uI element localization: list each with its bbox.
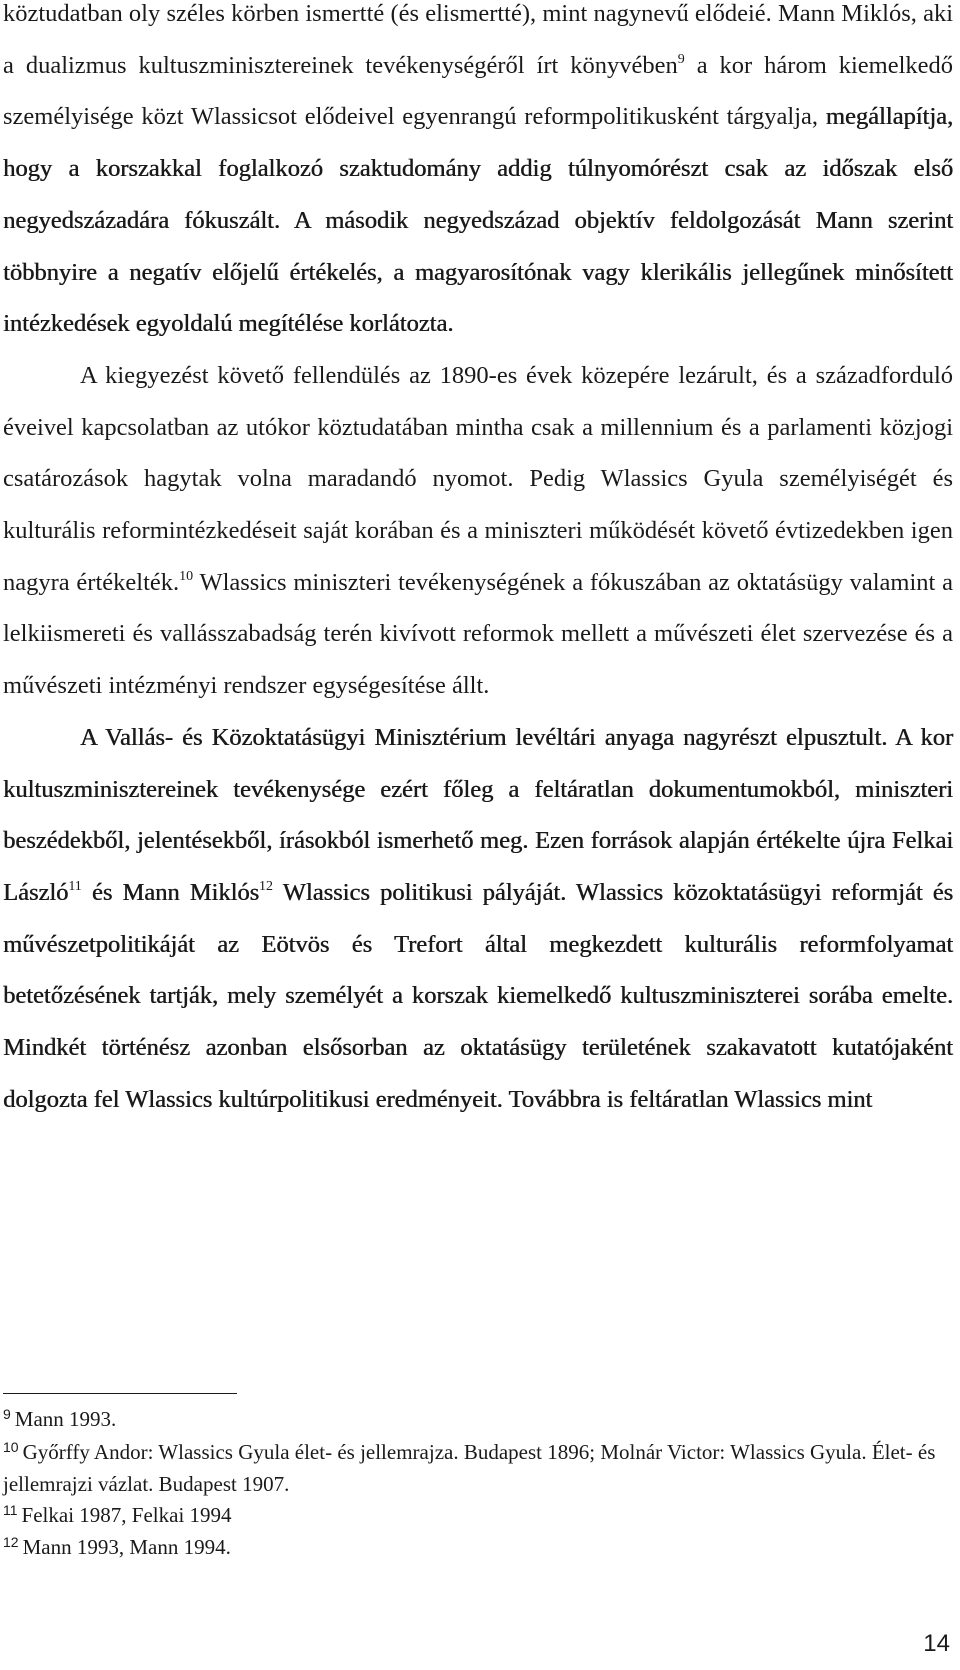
- footnote-12: [3, 1532, 953, 1565]
- footnote-number: 9: [3, 1406, 11, 1422]
- text-run: A kiegyezést követő fellendülés az 1890-es évek közepére lezárult, és a századforduló éveivel kapcsolatban az utókor köztudatában mintha csak a millennium és a parlamenti közjogi csatározások hagytak volna maradandó nyomot. Pedig Wlassics Gyula személyiségét és kulturális reformintézkedéseit saját korában és a miniszteri működését követő évtizedekben igen nagyra értékelték.: [3, 361, 953, 596]
- footnote-text: Győrffy Andor: Wlassics Gyula élet- és jellemrajza. Budapest 1896; Molnár Victor: Wlassics Gyula. Élet- és jellemrajzi vázlat. Budapest 1907.: [3, 1439, 936, 1496]
- footnote-text: Mann 1993, Mann 1994.: [22, 1535, 231, 1559]
- text-run: köztudatban oly széles körben ismertté (és elismertté), mint nagynevű elődeié. Mann Miklós, aki a dualizmus kultuszminisztereinek tevékenységéről írt könyvében: [3, 0, 953, 79]
- footnote-reference: 12: [259, 878, 274, 894]
- footnotes: [3, 1404, 953, 1565]
- bold-text-run: A Vallás- és Közoktatásügyi Minisztérium levéltári anyaga nagyrészt elpusztult. A kor kultuszminisztereinek tevékenysége ezért főleg a feltáratlan dokumentumokból, miniszteri beszédekből, jelentésekből, írásokból ismerhető meg. Ezen források alapján értékelte újra Felkai László: [3, 723, 953, 906]
- text-run: Wlassics miniszteri tevékenységének a fókuszában az oktatásügy valamint a lelkiismereti és vallásszabadság terén kivívott reformok mellett a művészeti élet szervezése és a művészeti intézményi rendszer egységesítése állt.: [3, 568, 953, 700]
- paragraph-1: [3, 0, 953, 350]
- text-run: a kor három kiemelkedő személyisége közt Wlassicsot elődeivel egyenrangú reformpolitikusként tárgyalja,: [3, 51, 953, 131]
- footnote-text: Mann 1993.: [14, 1407, 117, 1431]
- paragraph-3: [3, 712, 953, 1126]
- footnote-separator: [3, 1393, 237, 1394]
- bold-text-run: és Mann Miklós: [81, 878, 260, 906]
- footnote-reference: 11: [68, 878, 82, 894]
- footnote-9: [3, 1404, 953, 1437]
- footnote-reference: 10: [179, 568, 194, 584]
- footnote-text: Felkai 1987, Felkai 1994: [21, 1502, 232, 1527]
- bold-text-run: megállapítja, hogy a korszakkal foglalkozó szaktudomány addig túlnyomórészt csak az időszak első negyedszázadára fókuszált. A második negyedszázad objektív feldolgozását Mann szerint többnyire a negatív előjelű értékelés, a magyarosítónak vagy klerikális jellegűnek minősített intézkedések egyoldalú megítélése korlátozta.: [3, 103, 953, 338]
- footnote-reference: 9: [677, 51, 685, 67]
- footnote-number: 11: [3, 1501, 18, 1518]
- body-text: [3, 0, 953, 1125]
- footnote-number: 10: [3, 1438, 19, 1455]
- footnote-number: 12: [3, 1534, 19, 1550]
- page-number: 14: [923, 1630, 950, 1657]
- bold-text-run: Wlassics politikusi pályáját. Wlassics közoktatásügyi reformját és művészetpolitikáját az Eötvös és Trefort által megkezdett kulturális reformfolyamat betetőzésének tartják, mely személyét a korszak kiemelkedő kultuszminiszterei sorába emelte. Mindkét történész azonban elsősorban az oktatásügy területének szakavatott kutatójaként dolgozta fel Wlassics kultúrpolitikusi eredményeit. Továbbra is feltáratlan Wlassics mint: [3, 878, 953, 1113]
- paragraph-2: [3, 350, 953, 712]
- footnote-10: [3, 1437, 953, 1500]
- footnote-11: [3, 1500, 953, 1533]
